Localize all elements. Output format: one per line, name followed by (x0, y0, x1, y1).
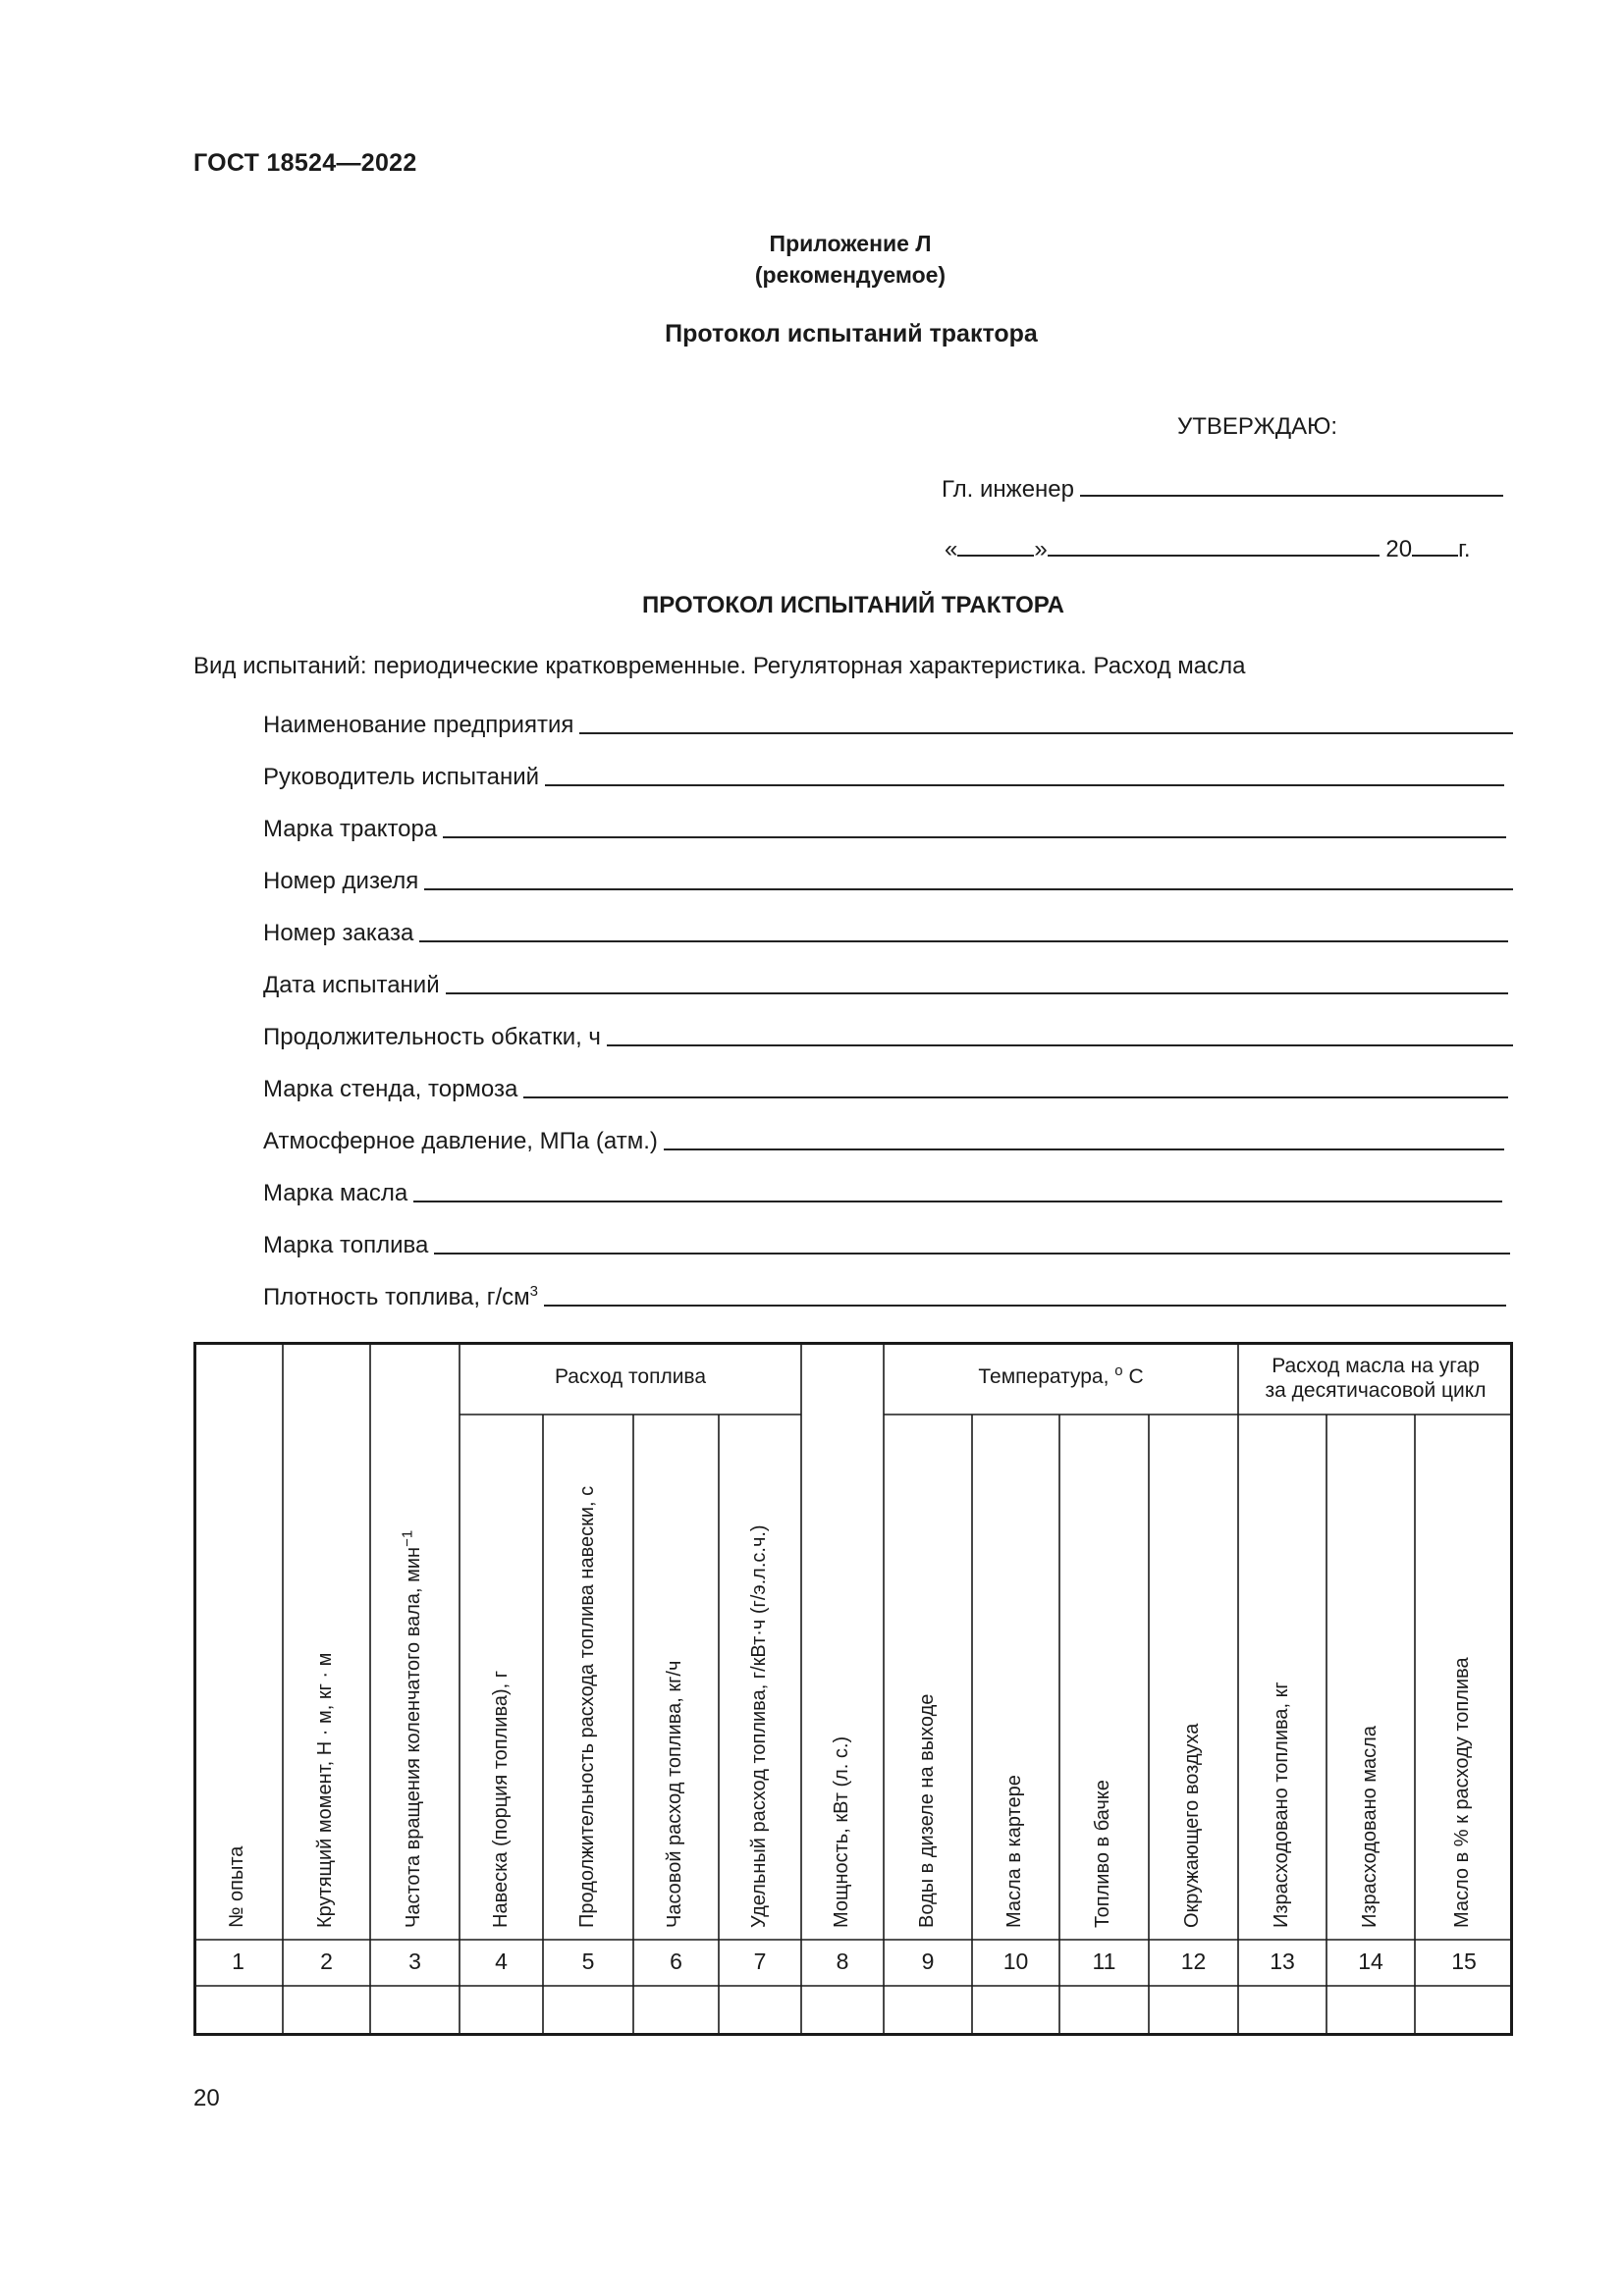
field-line[interactable] (424, 888, 1513, 890)
appendix-title: Приложение Л (769, 231, 932, 256)
field-label: Продолжительность обкатки, ч (263, 1024, 601, 1050)
col-header-torque: Крутящий момент, Н · м, кг · м (314, 1652, 336, 1928)
doc-code: ГОСТ 18524—2022 (193, 149, 417, 177)
col-header-fuel-used: Израсходовано топлива, кг (1271, 1682, 1292, 1928)
rpm-label: Частота вращения коленчатого вала, мин (403, 1546, 424, 1928)
col-header-fuel-tank-temp: Топливо в бачке (1092, 1780, 1113, 1928)
date-year-suffix: г. (1458, 536, 1471, 562)
engineer-row (942, 473, 1503, 504)
field-line[interactable] (434, 1253, 1510, 1255)
protocol-title: ПРОТОКОЛ ИСПЫТАНИЙ ТРАКТОРА (642, 592, 1064, 618)
field-line[interactable] (664, 1148, 1504, 1150)
field-label: Номер дизеля (263, 868, 419, 894)
field-enterprise (263, 710, 1513, 739)
field-label: Марка стенда, тормоза (263, 1076, 518, 1102)
group-oil-line2: за десятичасовой цикл (1265, 1379, 1487, 1402)
field-oil-brand (263, 1178, 1502, 1207)
form-title: Протокол испытаний трактора (665, 320, 1038, 347)
col-number: 11 (1092, 1949, 1116, 1974)
field-atm-pressure (263, 1126, 1504, 1155)
group-oil-line1: Расход масла на угар (1272, 1355, 1480, 1377)
field-test-date (263, 970, 1508, 999)
col-number: 13 (1270, 1949, 1295, 1974)
appendix-heading (0, 228, 1624, 291)
date-month-line[interactable] (1048, 533, 1380, 557)
date-year-line[interactable] (1412, 533, 1458, 557)
col-header-water-temp: Воды в дизеле на выходе (916, 1693, 938, 1928)
field-line[interactable] (579, 732, 1513, 734)
group-temperature-label: Температура, (978, 1365, 1110, 1388)
degree-mark: о (1114, 1362, 1123, 1379)
col-header-hourly-fuel: Часовой расход топлива, кг/ч (664, 1660, 685, 1928)
group-oil-consumption (1238, 1354, 1513, 1403)
field-tractor-brand (263, 814, 1506, 843)
field-label: Марка масла (263, 1180, 408, 1206)
col-header-rpm (399, 1529, 425, 1928)
field-label: Наименование предприятия (263, 712, 574, 738)
table-grid (193, 1342, 1513, 2036)
col-header-oil-used: Израсходовано масла (1359, 1726, 1380, 1928)
col-header-oil-percent: Масло в % к расходу топлива (1451, 1657, 1473, 1928)
field-line[interactable] (446, 992, 1508, 994)
date-year-prefix: 20 (1385, 536, 1413, 562)
col-header-fuel-portion: Навеска (порция топлива), г (490, 1670, 512, 1928)
field-test-manager (263, 762, 1504, 791)
col-number: 2 (320, 1949, 333, 1974)
field-line[interactable] (545, 784, 1504, 786)
field-line[interactable] (413, 1201, 1502, 1202)
field-line[interactable] (523, 1096, 1508, 1098)
engineer-label: Гл. инженер (942, 476, 1074, 503)
results-table (193, 1342, 1513, 2036)
test-kind: Вид испытаний: периодические кратковременные. Регуляторная характеристика. Расход масла (193, 653, 1246, 679)
engineer-signature-line[interactable] (1080, 473, 1503, 497)
field-fuel-density (263, 1282, 1506, 1311)
date-quote-close: » (1034, 536, 1048, 562)
field-order-number (263, 918, 1508, 947)
col-header-portion-duration: Продолжительность расхода топлива навески, с (576, 1485, 598, 1928)
col-header-oil-temp: Масла в картере (1003, 1775, 1025, 1928)
col-number: 5 (581, 1949, 595, 1974)
density-label: Плотность топлива, г/см (263, 1284, 530, 1310)
col-number: 7 (753, 1949, 767, 1974)
field-label: Руководитель испытаний (263, 764, 540, 790)
field-line[interactable] (443, 836, 1506, 838)
field-label: Атмосферное давление, МПа (атм.) (263, 1128, 658, 1154)
group-temperature (884, 1362, 1238, 1389)
field-line[interactable] (544, 1305, 1506, 1307)
col-number: 6 (670, 1949, 682, 1974)
approve-label: УТВЕРЖДАЮ: (1177, 413, 1337, 440)
col-number: 10 (1002, 1949, 1029, 1974)
field-engine-number (263, 866, 1513, 895)
field-line[interactable] (419, 940, 1508, 942)
col-header-power: Мощность, кВт (л. с.) (831, 1735, 852, 1928)
col-header-specific-fuel: Удельный расход топлива, г/кВт·ч (г/э.л.с.ч.) (748, 1524, 770, 1928)
field-fuel-brand (263, 1230, 1510, 1259)
col-header-test-no: № опыта (226, 1845, 247, 1928)
col-number: 1 (232, 1949, 244, 1974)
density-superscript: 3 (529, 1283, 539, 1300)
col-number: 12 (1180, 1949, 1207, 1974)
approval-date-row (945, 533, 1471, 563)
date-quote-open: « (945, 536, 958, 562)
appendix-status: (рекомендуемое) (754, 262, 947, 288)
rpm-superscript: −1 (399, 1529, 416, 1547)
col-header-ambient-temp: Окружающего воздуха (1181, 1723, 1203, 1928)
field-stand-brake (263, 1074, 1508, 1103)
field-label: Номер заказа (263, 920, 414, 946)
field-label: Марка топлива (263, 1232, 429, 1258)
col-number: 3 (408, 1949, 421, 1974)
temperature-unit: С (1128, 1365, 1144, 1388)
col-number: 15 (1451, 1949, 1477, 1974)
group-fuel-consumption: Расход топлива (554, 1365, 707, 1388)
field-label (263, 1284, 538, 1311)
field-label: Марка трактора (263, 816, 438, 842)
col-number: 4 (495, 1949, 508, 1974)
field-run-in-duration (263, 1022, 1513, 1051)
field-line[interactable] (607, 1044, 1513, 1046)
col-number: 9 (921, 1949, 935, 1974)
date-day-line[interactable] (957, 533, 1034, 557)
col-number: 8 (836, 1949, 849, 1974)
col-number: 14 (1358, 1949, 1383, 1974)
field-label: Дата испытаний (263, 972, 440, 998)
page-number: 20 (193, 2085, 220, 2111)
